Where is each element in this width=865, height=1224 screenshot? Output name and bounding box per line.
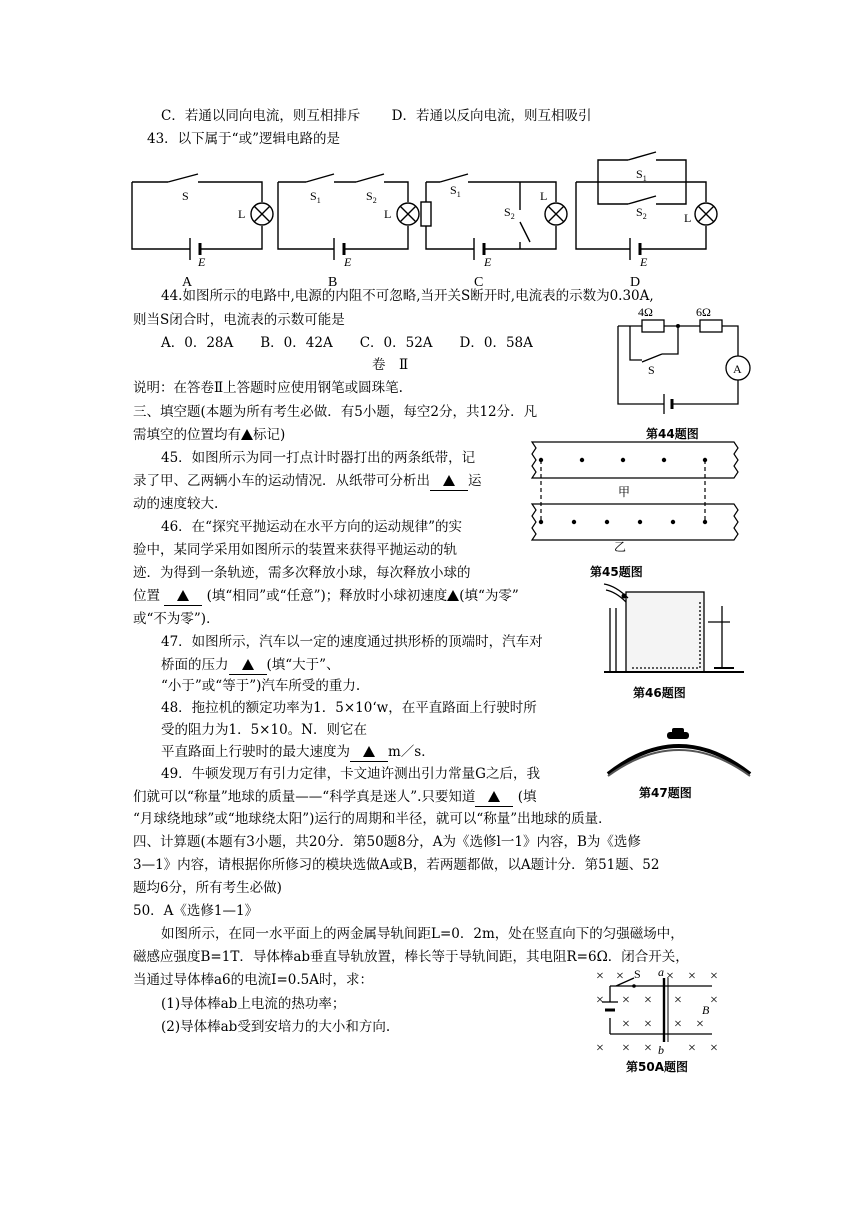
q43-circuit-diagrams bbox=[128, 150, 728, 290]
svg-text:×: × bbox=[596, 993, 604, 1008]
answer-blank-45 bbox=[430, 472, 468, 491]
q43-e-label-b: E bbox=[344, 255, 352, 269]
svg-text:×: × bbox=[596, 969, 604, 984]
question-48-line2: 受的阻力为1．5×10。N．则它在 bbox=[161, 722, 367, 738]
q50-a-label: a bbox=[658, 965, 664, 979]
q43-l-label-a: L bbox=[238, 207, 246, 221]
svg-text:×: × bbox=[710, 1041, 718, 1056]
svg-text:×: × bbox=[622, 993, 630, 1008]
q43-d-s2: $S_2$ bbox=[636, 205, 647, 221]
question-44-line2: 则当S闭合时，电流表的示数可能是 bbox=[133, 312, 345, 328]
triangle-mark-icon bbox=[242, 659, 254, 670]
instruction-note: 说明：在答卷Ⅱ上答题时应使用钢笔或圆珠笔. bbox=[133, 380, 403, 396]
svg-text:×: × bbox=[666, 969, 674, 984]
q47-caption: 第47题图 bbox=[639, 786, 692, 800]
q44-r1-label: 4Ω bbox=[638, 305, 653, 319]
q43-b-s1: $S_1$ bbox=[310, 189, 321, 205]
question-48-line3: 平直路面上行驶时的最大速度为 m／s． bbox=[161, 744, 435, 760]
section-3-heading-line2: 需填空的位置均有 标记) bbox=[133, 427, 286, 443]
answer-blank-49 bbox=[475, 788, 513, 807]
q45-paper-tape-diagram bbox=[528, 440, 748, 552]
svg-text:×: × bbox=[674, 1017, 682, 1032]
section-4-heading-line3: 题均6分，所有考生必做) bbox=[133, 880, 282, 896]
q43-e-label-d: E bbox=[640, 255, 648, 269]
section-3-heading: 三、填空题(本题为所有考生必做．有5小题，每空2分，共12分．凡 bbox=[133, 404, 538, 420]
q44-caption: 第44题图 bbox=[646, 427, 699, 441]
question-47: 47．如图所示，汽车以一定的速度通过拱形桥的顶端时，汽车对 bbox=[161, 634, 543, 650]
question-49-line3: “月球绕地球”或“地球绕太阳”)运行的周期和半径，就可以“称量”出地球的质量． bbox=[133, 811, 612, 827]
option-line-cd: C．若通以同向电流，则互相排斥 D．若通以反向电流，则互相吸引 bbox=[161, 108, 592, 124]
answer-blank-48 bbox=[350, 743, 388, 762]
q43-l-label-b: L bbox=[384, 207, 392, 221]
triangle-mark-icon bbox=[177, 590, 189, 601]
question-47-line2: 桥面的压力 (填“大于”、 bbox=[161, 657, 340, 673]
triangle-mark-icon bbox=[443, 475, 455, 486]
question-47-line3: “小于”或“等于”)汽车所受的重力. bbox=[161, 678, 361, 694]
q50-b-label: b bbox=[658, 1043, 664, 1057]
q43-option-c-label: C bbox=[474, 275, 484, 290]
question-45-line3: 动的速度较大. bbox=[133, 496, 219, 512]
triangle-mark-icon bbox=[241, 429, 253, 440]
section-4-heading-line2: 3—1》内容，请根据你所修习的模块选做A或B，若两题都做，以A题计分．第51题、52 bbox=[133, 857, 660, 873]
q50a-magnetic-field-figure bbox=[592, 966, 742, 1058]
question-46-line5: 或“不为零”)． bbox=[133, 611, 220, 627]
svg-text:×: × bbox=[688, 969, 696, 984]
svg-text:×: × bbox=[644, 1041, 652, 1056]
triangle-mark-icon bbox=[488, 791, 500, 802]
q43-s-label: S bbox=[182, 189, 189, 203]
question-43: 43．以下属于“或”逻辑电路的是 bbox=[147, 131, 340, 147]
question-46-line2: 验中，某同学采用如图所示的装置来获得平抛运动的轨 bbox=[133, 542, 457, 558]
question-49: 49．牛顿发现万有引力定律，卡文迪许测出引力常量G之后，我 bbox=[161, 766, 540, 782]
question-45-line2: 录了甲、乙两辆小车的运动情况．从纸带可分析出 运 bbox=[133, 473, 482, 489]
svg-text:×: × bbox=[710, 993, 718, 1008]
question-50-line2: 磁感应强度B=1T．导体棒ab垂直导轨放置，棒长等于导轨间距，其电阻R=6Ω．闭合开关， bbox=[133, 949, 689, 965]
svg-text:×: × bbox=[622, 1017, 630, 1032]
answer-blank-46a bbox=[164, 587, 202, 606]
q43-option-a-label: A bbox=[182, 275, 193, 290]
tape-yi-label: 乙 bbox=[614, 540, 627, 554]
q44-s-label: S bbox=[648, 363, 655, 377]
svg-text:×: × bbox=[688, 1041, 696, 1056]
q44-circuit-diagram bbox=[608, 304, 758, 424]
section-title-2: 卷 Ⅱ bbox=[372, 357, 409, 373]
question-49-line2: 们就可以“称量”地球的质量——“科学真是迷人”.只要知道 (填 bbox=[133, 789, 537, 805]
question-45: 45．如图所示为同一打点计时器打出的两条纸带，记 bbox=[161, 450, 476, 466]
svg-text:×: × bbox=[710, 969, 718, 984]
svg-text:×: × bbox=[616, 969, 624, 984]
q43-c-s1: $S_1$ bbox=[450, 183, 461, 199]
svg-text:×: × bbox=[596, 1041, 604, 1056]
svg-text:×: × bbox=[622, 1041, 630, 1056]
question-48: 48．拖拉机的额定功率为1．5×10‘w，在平直路面上行驶时所 bbox=[161, 700, 537, 716]
triangle-mark-icon bbox=[363, 746, 375, 757]
q46-apparatus-figure bbox=[604, 582, 754, 678]
q43-l-label-d: L bbox=[684, 211, 692, 225]
q47-arch-bridge-figure bbox=[604, 722, 754, 778]
question-50-title: 50．A《选修1—1》 bbox=[133, 903, 259, 919]
q50-s-label: S bbox=[634, 967, 641, 981]
q43-l-label-c: L bbox=[540, 189, 548, 203]
section-4-heading: 四、计算题(本题有3小题，共20分．第50题8分，A为《选修l一1》内容，B为《选修 bbox=[133, 834, 641, 850]
q46-caption: 第46题图 bbox=[633, 686, 686, 700]
q44-r2-label: 6Ω bbox=[696, 305, 711, 319]
question-44: 44.如图所示的电路中,电源的内阻不可忽略,当开关S断开时,电流表的示数为0.30A, bbox=[161, 288, 654, 304]
question-44-options: A．0．28A B．0．42A C．0．52A D．0．58A bbox=[161, 335, 533, 351]
question-50-line1: 如图所示，在同一水平面上的两金属导轨间距L=0．2m，处在竖直向下的匀强磁场中， bbox=[161, 926, 684, 942]
question-50-part2: (2)导体棒ab受到安培力的大小和方向. bbox=[161, 1019, 391, 1035]
svg-text:×: × bbox=[644, 993, 652, 1008]
q50a-caption: 第50A题图 bbox=[626, 1060, 688, 1074]
question-50-part1: (1)导体棒ab上电流的热功率； bbox=[161, 996, 346, 1012]
q45-caption: 第45题图 bbox=[590, 565, 643, 579]
q43-e-label-c: E bbox=[484, 255, 492, 269]
svg-text:×: × bbox=[696, 1017, 704, 1032]
q43-c-s2: $S_2$ bbox=[504, 205, 515, 221]
svg-text:×: × bbox=[644, 1017, 652, 1032]
question-46: 46．在“探究平抛运动在水平方向的运动规律”的实 bbox=[161, 519, 462, 535]
question-46-line3: 迹．为得到一条轨迹，需多次释放小球，每次释放小球的 bbox=[133, 565, 471, 581]
answer-blank-47 bbox=[229, 656, 267, 675]
q43-option-b-label: B bbox=[328, 275, 338, 290]
q43-e-label-a: E bbox=[198, 255, 206, 269]
q43-option-d-label: D bbox=[630, 275, 641, 290]
question-50-line3: 当通过导体棒a6的电流I=0.5A时，求： bbox=[133, 972, 374, 988]
tape-jia-label: 甲 bbox=[618, 485, 631, 499]
q50-field-b-label: B bbox=[702, 1003, 710, 1017]
q43-d-s1: $S_1$ bbox=[636, 167, 647, 183]
svg-text:×: × bbox=[674, 993, 682, 1008]
ammeter-label: A bbox=[733, 362, 742, 376]
question-46-line4: 位置 (填“相同”或“任意”)；释放时小球初速度 (填“为零” bbox=[133, 588, 519, 604]
q43-b-s2: $S_2$ bbox=[366, 189, 377, 205]
triangle-mark-icon bbox=[447, 590, 459, 601]
